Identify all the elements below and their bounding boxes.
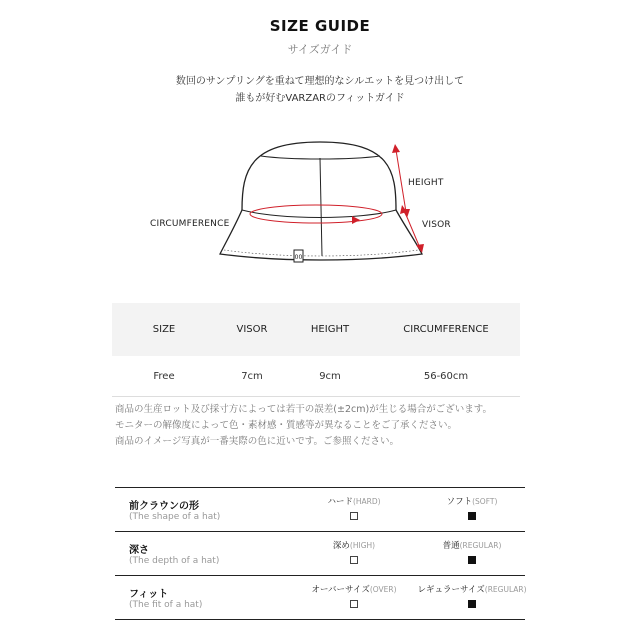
header-circumference: CIRCUMFERENCE — [403, 324, 489, 335]
header-size: SIZE — [152, 324, 176, 335]
height-label: HEIGHT — [408, 178, 444, 188]
option-label: ソフト — [446, 497, 473, 507]
table-row — [112, 356, 520, 397]
hat-diagram — [130, 130, 470, 280]
option-sub: (HARD) — [352, 497, 381, 506]
table-bottom-divider — [115, 619, 525, 620]
option-sub: (REGULAR) — [484, 585, 527, 594]
cell-circumference: 56-60cm — [423, 370, 469, 382]
size-notes — [115, 402, 535, 450]
option-sub: (OVER) — [369, 585, 397, 594]
header-visor: VISOR — [236, 324, 268, 335]
visor-label: VISOR — [422, 220, 451, 230]
option-high — [299, 539, 409, 564]
cell-visor: 7cm — [241, 370, 263, 382]
option-over — [299, 583, 409, 608]
checkbox-regular-depth — [468, 556, 476, 564]
page-subtitle: サイズガイド — [287, 43, 353, 56]
hat-band — [242, 210, 396, 218]
visor-arrowhead-bottom — [416, 244, 424, 253]
attribute-subtitle: (The fit of a hat) — [129, 600, 203, 610]
option-label: ハード — [327, 497, 353, 507]
note-line-3: 商品のイメージ写真が一番実際の色に近いです。ご参照ください。 — [115, 436, 399, 447]
intro-line-2: 誰もが好むVARZARのフィットガイド — [235, 93, 405, 104]
size-table — [112, 303, 520, 397]
height-arrow-line — [396, 150, 406, 212]
attribute-title: 深さ — [129, 545, 149, 556]
attribute-row-depth — [115, 531, 525, 576]
header-height: HEIGHT — [310, 324, 350, 335]
intro-line-1: 数回のサンプリングを重ねて理想的なシルエットを見つけ出して — [175, 76, 465, 87]
attribute-subtitle: (The shape of a hat) — [129, 512, 221, 522]
option-label: レギュラーサイズ — [417, 585, 485, 595]
hat-illustration — [130, 130, 470, 280]
attribute-row-shape — [115, 487, 525, 532]
visor-arrow-line — [404, 210, 420, 248]
attribute-row-fit — [115, 575, 525, 620]
cell-size: Free — [153, 370, 175, 382]
option-regular-depth — [417, 539, 527, 564]
circumference-arrowhead — [352, 216, 360, 224]
attribute-title: 前クラウンの形 — [129, 501, 199, 512]
option-sub: (SOFT) — [472, 497, 498, 506]
option-regular-fit — [417, 583, 527, 608]
checkbox-high — [350, 556, 358, 564]
intro-text — [0, 73, 640, 107]
size-table-header — [112, 303, 520, 356]
checkbox-over — [350, 600, 358, 608]
cell-height: 9cm — [319, 370, 341, 382]
hat-logo-text: 00 — [294, 254, 303, 261]
hat-brim-stitch — [224, 250, 418, 256]
hat-crown — [242, 142, 396, 210]
attribute-title: フィット — [129, 589, 169, 600]
note-line-2: モニターの解像度によって色・素材感・質感等が異なることをご了承ください。 — [115, 420, 458, 431]
note-line-1: 商品の生産ロット及び採寸方によっては若干の誤差(±2cm)が生じる場合がございます。 — [115, 404, 492, 415]
checkbox-hard — [350, 512, 358, 520]
page-title: SIZE GUIDE — [269, 17, 371, 35]
height-arrowhead-top — [392, 144, 400, 153]
option-sub: (REGULAR) — [459, 541, 502, 550]
circumference-arrow — [250, 205, 382, 223]
hat-center-seam — [320, 158, 322, 256]
checkbox-soft — [468, 512, 476, 520]
option-label: 深め — [332, 541, 350, 551]
option-hard — [299, 495, 409, 520]
option-label: オーバーサイズ — [311, 585, 370, 595]
circumference-label: CIRCUMFERENCE — [150, 219, 230, 229]
option-sub: (HIGH) — [349, 541, 376, 550]
option-soft — [417, 495, 527, 520]
option-label: 普通 — [442, 541, 460, 551]
checkbox-regular-fit — [468, 600, 476, 608]
attribute-subtitle: (The depth of a hat) — [129, 556, 220, 566]
